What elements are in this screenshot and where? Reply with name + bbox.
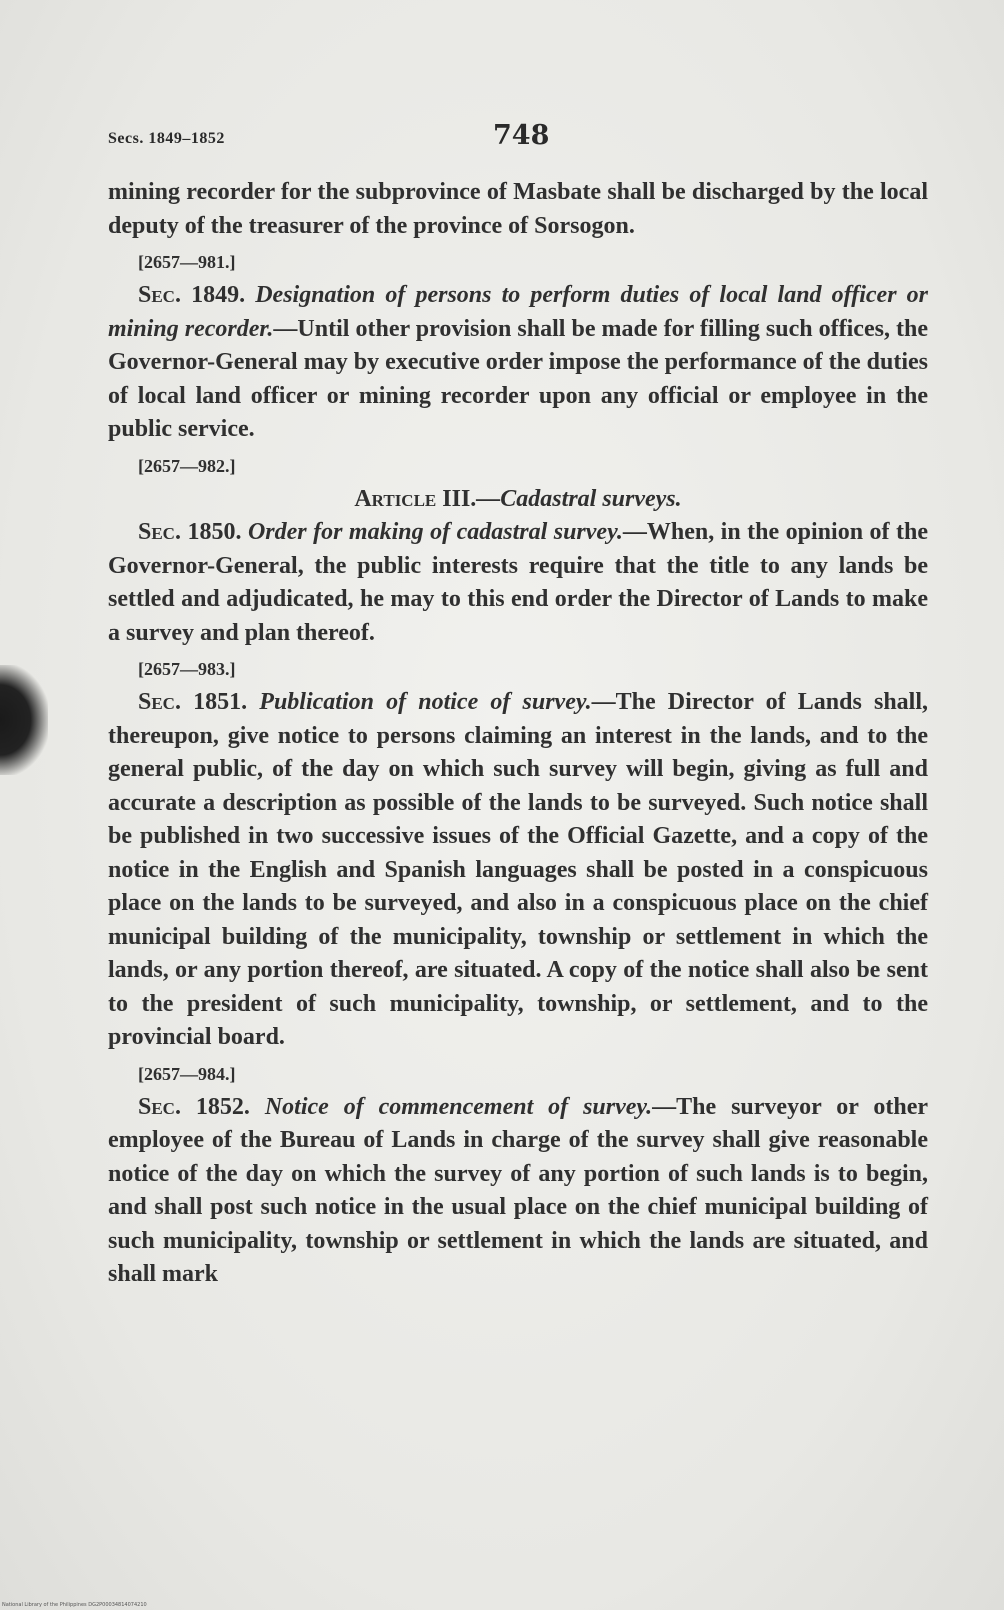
section-1849 xyxy=(108,279,928,447)
section-text: —The surveyor or other employee of the Bureau of Lands in charge of the survey shall give reasonable notice of the day on which the survey of any portion of such lands is to begin, and shall post such notice in the usual place on the chief municipal building of such municipality, township or settlement in which the lands are situated, and shall mark xyxy=(108,1093,929,1287)
page-body xyxy=(108,176,928,1292)
section-title: Designation of persons to perform duties of local land officer or mining recorder. xyxy=(108,282,928,342)
article-label: Article III. xyxy=(354,485,477,512)
reference-981: [2657—981.] xyxy=(138,252,236,272)
section-label: Sec. 1849. xyxy=(138,282,246,308)
section-text: —Until other provision shall be made for filling such offices, the Governor-General may by executive order impose the performance of the duties of local land officer or mining recorder upon any official or employee in the public service. xyxy=(108,315,928,442)
section-text: —The Director of Lands shall, thereupon, give notice to persons claiming an interest in the lands, and to the general public, of the day on which such survey will begin, giving as full and accurate a description as possible of the lands to be surveyed. Such notice shall be published in two successive issues of the Official Gazette, and a copy of the notice in the English and Spanish languages shall be posted in a conspicuous place on the lands to be surveyed, and also in a conspicuous place on the chief municipal building of the municipality, township or settlement in which the lands, or any portion thereof, are situated. A copy of the notice shall also be sent to the president of such municipality, township, or settlement, and to the provincial board. xyxy=(108,689,929,1050)
page-edge-shadow xyxy=(0,665,48,775)
article-title: —Cadastral surveys. xyxy=(476,485,682,512)
section-range: Secs. 1849–1852 xyxy=(108,130,225,147)
section-label: Sec. 1850. xyxy=(138,519,242,545)
page-number: 748 xyxy=(493,120,550,151)
section-label: Sec. 1852. xyxy=(138,1093,250,1120)
section-label: Sec. 1851. xyxy=(138,689,248,715)
section-title: Order for making of cadastral survey. xyxy=(247,519,623,545)
section-title: Notice of commencement of survey. xyxy=(264,1093,653,1120)
section-1850 xyxy=(108,516,928,650)
intro-paragraph: mining recorder for the subprovince of Masbate shall be discharged by the local deputy of the treasurer of the province of Sorsogon. xyxy=(108,179,928,239)
section-1852 xyxy=(108,1091,928,1292)
reference-984: [2657—984.] xyxy=(138,1063,236,1084)
section-title: Publication of notice of survey. xyxy=(259,689,592,715)
section-text: —When, in the opinion of the Governor-General, the public interests require that the title to any lands be settled and adjudicated, he may to this end order the Director of Lands to make a survey and plan thereof. xyxy=(108,519,929,646)
article-heading xyxy=(108,483,928,517)
running-header xyxy=(108,120,928,160)
section-1851 xyxy=(108,686,928,1055)
reference-982: [2657—982.] xyxy=(138,455,236,476)
scan-footer: National Library of the Philippines DG2P00034814074210 xyxy=(2,1602,147,1608)
reference-983: [2657—983.] xyxy=(138,659,236,679)
